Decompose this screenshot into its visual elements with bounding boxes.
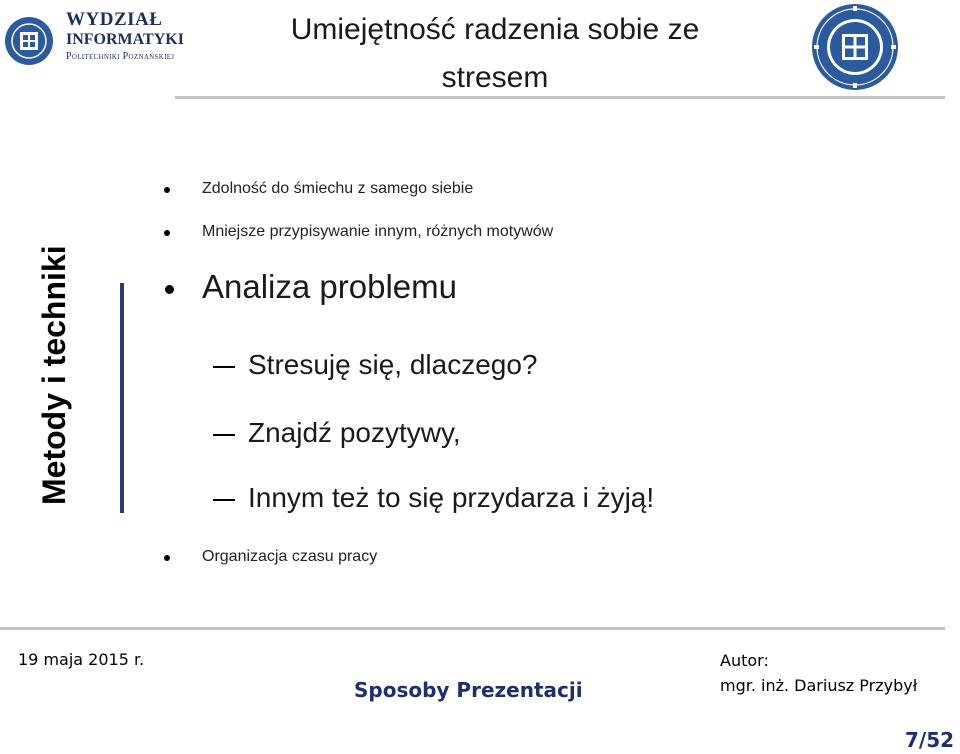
slide-title-line1: Umiejętność radzenia sobie ze: [290, 13, 700, 46]
sub-list-item: Stresuję się, dlaczego?: [248, 349, 538, 380]
list-item: Analiza problemu: [202, 268, 457, 305]
slide-title-line2: stresem: [441, 61, 549, 94]
section-accent-bar: [120, 283, 124, 513]
sub-bullet-dash: [213, 366, 235, 368]
sub-bullet-dash: [213, 434, 235, 436]
bullet-dot: [165, 285, 174, 294]
faculty-name-line3: Politechniki Poznańskiej: [66, 51, 175, 62]
list-item: Zdolność do śmiechu z samego siebie: [202, 180, 474, 197]
footer-author-label: Autor:: [720, 651, 769, 670]
bullet-dot: [164, 187, 170, 193]
footer-date: 19 maja 2015 r.: [18, 650, 145, 669]
bullet-dot: [164, 230, 170, 236]
faculty-logo: [4, 16, 54, 66]
sub-bullet-dash: [213, 499, 235, 501]
faculty-name-line2: INFORMATYKI: [66, 31, 184, 48]
footer-title: Sposoby Prezentacji: [354, 678, 583, 702]
list-item: Organizacja czasu pracy: [202, 548, 378, 565]
footer-divider: [0, 627, 945, 630]
section-label: Metody i techniki: [36, 245, 72, 505]
list-item: Mniejsze przypisywanie innym, różnych motywów: [202, 223, 554, 240]
sub-list-item: Znajdź pozytywy,: [248, 417, 461, 448]
bullet-dot: [164, 555, 170, 561]
university-seal: [810, 2, 900, 92]
faculty-name: [66, 10, 184, 62]
faculty-name-line1: WYDZIAŁ: [66, 9, 163, 30]
page-number: 7/52: [905, 728, 955, 752]
sub-list-item: Innym też to się przydarza i żyją!: [248, 482, 655, 513]
footer-author-name: mgr. inż. Dariusz Przybył: [720, 676, 918, 695]
slide-title: [200, 6, 790, 102]
header-divider: [175, 96, 945, 99]
